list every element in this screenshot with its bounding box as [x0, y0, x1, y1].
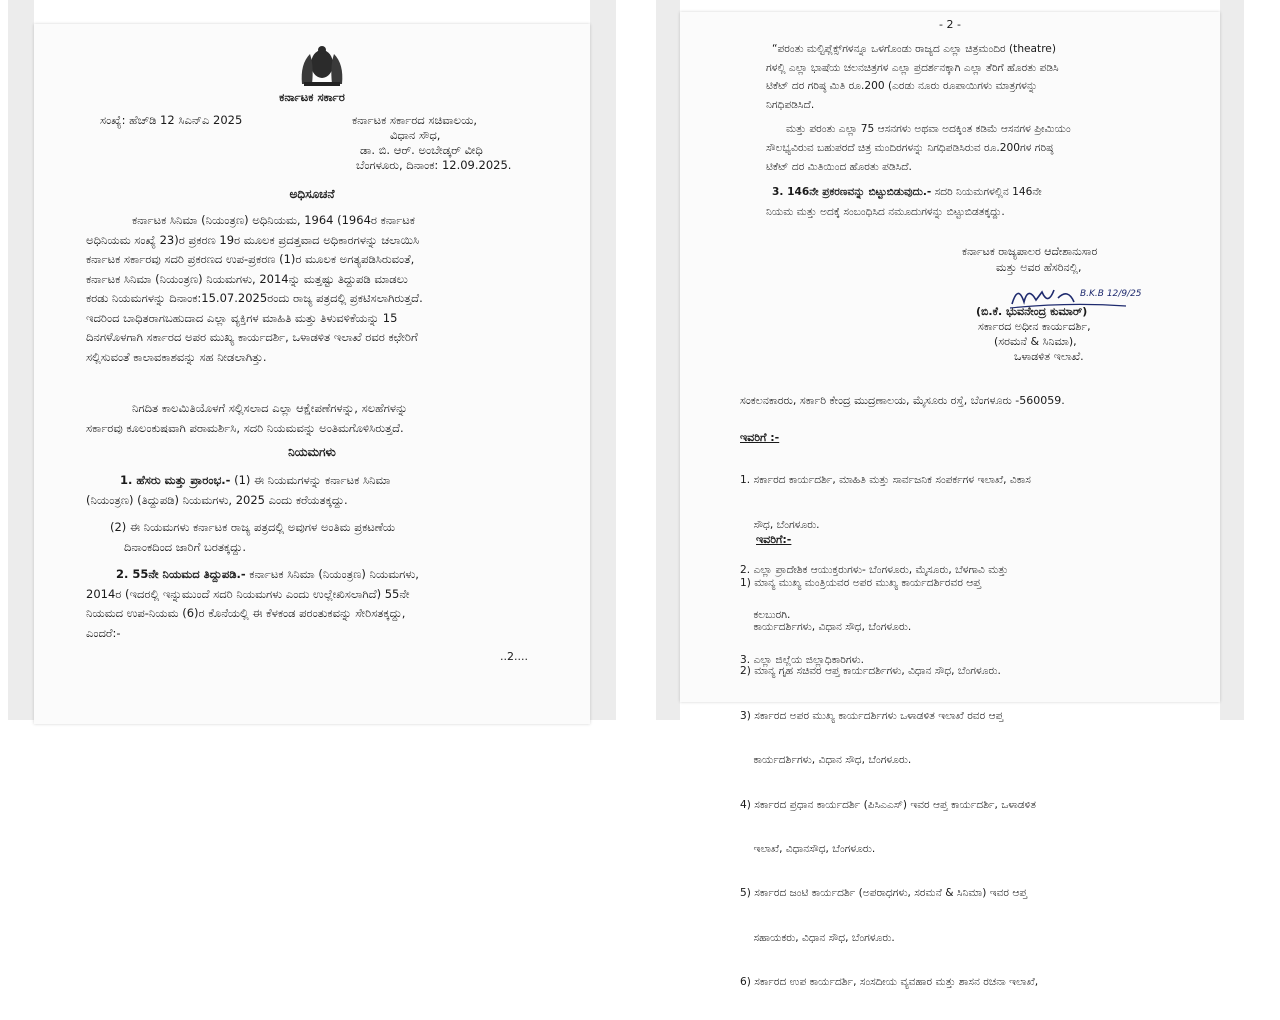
- copy-heading: ಇವರಿಗೆ:-: [756, 533, 792, 546]
- notification-paragraph-1: [86, 211, 538, 367]
- rule-1: [86, 471, 538, 510]
- compiler-line: ಸಂಕಲನಕಾರರು, ಸರ್ಕಾರಿ ಕೇಂದ್ರ ಮುದ್ರಣಾಲಯ, ಮೈಸೂರು ರಸ್ತೆ, ಬೆಂಗಳೂರು -560059.: [740, 394, 1065, 407]
- document-page-1: [34, 24, 590, 724]
- page2-right-strip: [1220, 0, 1244, 720]
- para-line: ಗಳಲ್ಲಿ ಎಲ್ಲಾ ಭಾಷೆಯ ಚಲನಚಿತ್ರಗಳ ಎಲ್ಲಾ ಪ್ರದರ್ಶನಕ್ಕಾಗಿ ಎಲ್ಲಾ ತೆರಿಗೆ ಹೊರತು ಪಡಿಸಿ: [766, 61, 1059, 74]
- para-line: ಸೌಲಭ್ಯವಿರುವ ಬಹುಪರದೆ ಚಿತ್ರ ಮಂದಿರಗಳನ್ನು ನಿಗಧಿಪಡಿಸಿರುವ ರೂ.200ಗಳ ಗರಿಷ್ಠ: [766, 142, 1054, 154]
- para-line: ನಿಗಧಿಪಡಿಸಿದೆ.: [766, 98, 815, 111]
- para-line: ಎಂದರೆ:-: [86, 625, 121, 640]
- govt-name: ಕರ್ನಾಟಕ ಸರ್ಕಾರ: [279, 90, 345, 104]
- page2-left-strip: [656, 0, 680, 720]
- notification-paragraph-2: [86, 399, 538, 438]
- address-line: ಡಾ. ಬಿ. ಆರ್. ಅಂಬೇಡ್ಕರ್ ವೀಧಿ: [360, 143, 483, 157]
- para-line: 2014ರ (ಇದರಲ್ಲಿ ಇನ್ನುಮುಂದೆ ಸದರಿ ನಿಯಮಗಳು ಎಂದು ಉಲ್ಲೇಖಿಸಲಾಗಿದೆ) 55ನೇ: [86, 586, 410, 601]
- para-line: ಕರ್ನಾಟಕ ಸರ್ಕಾರವು ಸದರಿ ಪ್ರಕರಣದ ಉಪ-ಪ್ರಕರಣ (1)ರ ಮೂಲಕ ಅಗತ್ಯಪಡಿಸಿರುವಂತೆ,: [86, 252, 415, 266]
- copy-item: 2) ಮಾನ್ಯ ಗೃಹ ಸಚಿವರ ಆಪ್ತ ಕಾರ್ಯದರ್ಶಿಗಳು, ವಿಧಾನ ಸೌಧ, ಬೆಂಗಳೂರು.: [740, 665, 1001, 678]
- signatory-name: (ಬಿ.ಕೆ. ಭುವನೇಂದ್ರ ಕುಮಾರ್): [976, 305, 1088, 318]
- recipient-item: ಸೌಧ, ಬೆಂಗಳೂರು.: [740, 519, 820, 531]
- copy-item: ಕಾರ್ಯದರ್ಶಿಗಳು, ವಿಧಾನ ಸೌಧ, ಬೆಂಗಳೂರು.: [740, 620, 912, 633]
- state-emblem-icon: [296, 44, 348, 88]
- para-line: ಕರ್ನಾಟಕ ಸಿನಿಮಾ (ನಿಯಂತ್ರಣ) ಅಧಿನಿಯಮ, 1964 (1964ರ ಕರ್ನಾಟಕ: [132, 213, 415, 227]
- copy-item: 3) ಸರ್ಕಾರದ ಅಪರ ಮುಖ್ಯ ಕಾರ್ಯದರ್ಶಿಗಳು ಒಳಾಡಳಿತ ಇಲಾಖೆ ರವರ ಆಪ್ತ: [740, 709, 1004, 722]
- para-line: ನಿಯಮ ಮತ್ತು ಅದಕ್ಕೆ ಸಂಬಂಧಿಸಿದ ನಮೂದುಗಳನ್ನು ಬಿಟ್ಟುಬಿಡತಕ್ಕದ್ದು.: [766, 206, 1005, 218]
- rule-2-title: 2. 55ನೇ ನಿಯಮದ ತಿದ್ದುಪಡಿ.-: [116, 567, 246, 581]
- para-line: ಸಲ್ಲಿಸುವಂತೆ ಕಾಲಾವಕಾಶವನ್ನು ಸಹ ನೀಡಲಾಗಿತ್ತು.: [86, 349, 267, 364]
- rule-3: [766, 182, 1180, 222]
- order-line-1: ಕರ್ನಾಟಕ ರಾಜ್ಯಪಾಲರ ಆದೇಶಾನುಸಾರ: [962, 245, 1098, 258]
- rule-1-subrule-2: [110, 518, 538, 557]
- notification-heading: ಅಧಿಸೂಚನೆ: [289, 187, 335, 201]
- para-line: ದಿನಗಳೊಳಗಾಗಿ ಸರ್ಕಾರದ ಅಪರ ಮುಖ್ಯ ಕಾರ್ಯದರ್ಶಿ, ಒಳಾಡಳಿತ ಇಲಾಖೆ ರವರ ಕಛೇರಿಗೆ: [86, 330, 418, 344]
- rule-2: [86, 565, 538, 643]
- rule-3-text: ಸದರಿ ನಿಯಮಗಳಲ್ಲಿನ 146ನೇ: [931, 186, 1042, 198]
- para-line: (ನಿಯಂತ್ರಣ) (ತಿದ್ದುಪಡಿ) ನಿಯಮಗಳು, 2025 ಎಂದು ಕರೆಯತಕ್ಕದ್ದು.: [86, 492, 348, 507]
- para-line: ಅಧಿನಿಯಮ ಸಂಖ್ಯೆ 23)ರ ಪ್ರಕರಣ 19ರ ಮೂಲಕ ಪ್ರದತ್ತವಾದ ಅಧಿಕಾರಗಳನ್ನು ಚಲಾಯಿಸಿ: [86, 232, 420, 247]
- recipient-item: 2. ಎಲ್ಲಾ ಪ್ರಾದೇಶಿಕ ಆಯುಕ್ತರುಗಳು- ಬೆಂಗಳೂರು, ಮೈಸೂರು, ಬೆಳಗಾವಿ ಮತ್ತು: [740, 564, 1009, 576]
- address-line: ವಿಧಾನ ಸೌಧ,: [390, 128, 441, 142]
- para-line: ಕರ್ನಾಟಕ ಸಿನಿಮಾ (ನಿಯಂತ್ರಣ) ನಿಯಮಗಳು, 2014ನ್ನು ಮತ್ತಷ್ಟು ತಿದ್ದುಪಡಿ ಮಾಡಲು: [86, 271, 408, 286]
- para-line: ಟಿಕೆಟ್ ದರ ಗರಿಷ್ಠ ಮಿತಿ ರೂ.200 (ಎರಡು ನೂರು ರೂಪಾಯಿಗಳು ಮಾತ್ರಗಳನ್ನು: [766, 80, 1038, 92]
- recipient-item: ಕಲಬುರಗಿ.: [740, 609, 791, 621]
- address-line: ಕರ್ನಾಟಕ ಸರ್ಕಾರದ ಸಚಿವಾಲಯ,: [352, 113, 478, 127]
- para-line: ಇದರಿಂದ ಬಾಧಿತರಾಗಬಹುದಾದ ಎಲ್ಲಾ ವ್ಯಕ್ತಿಗಳ ಮಾಹಿತಿ ಮತ್ತು ತಿಳುವಳಿಕೆಯನ್ನು 15: [86, 310, 398, 325]
- order-line-2: ಮತ್ತು ಅವರ ಹೆಸರಿನಲ್ಲಿ,: [996, 261, 1082, 274]
- page-number: - 2 -: [939, 18, 961, 31]
- middle-margin-strip: [590, 0, 616, 720]
- rule-2-text: ಕರ್ನಾಟಕ ಸಿನಿಮಾ (ನಿಯಂತ್ರಣ) ನಿಯಮಗಳು,: [245, 567, 419, 581]
- para-line: “ಪರಂತು ಮಲ್ಟಿಪ್ಲೆಕ್ಸ್‌ಗಳನ್ನೂ ಒಳಗೊಂಡು ರಾಜ್ಯದ ಎಲ್ಲಾ ಚಿತ್ರಮಂದಿರ (theatre): [772, 43, 1056, 55]
- issue-date: ಬೆಂಗಳೂರು, ದಿನಾಂಕ: 12.09.2025.: [356, 158, 512, 172]
- to-heading: ಇವರಿಗೆ :-: [740, 431, 780, 444]
- para-line: ಮತ್ತು ಪರಂತು ಎಲ್ಲಾ 75 ಆಸನಗಳು ಅಥವಾ ಅದಕ್ಕಿಂತ ಕಡಿಮೆ ಆಸನಗಳ ಪ್ರೀಮಿಯಂ: [786, 123, 1071, 135]
- rules-heading: ನಿಯಮಗಳು: [288, 445, 336, 459]
- signatory-section: (ಸರಮನೆ & ಸಿನಿಮಾ),: [994, 335, 1077, 348]
- proviso-quote: [766, 40, 1180, 114]
- document-page-2: [680, 12, 1220, 989]
- second-proviso: [766, 120, 1180, 177]
- para-line: ನಿಯಮದ ಉಪ-ನಿಯಮ (6)ರ ಕೊನೆಯಲ್ಲಿ ಈ ಕೆಳಕಂಡ ಪರಂತುಕವನ್ನು ಸೇರಿಸತಕ್ಕದ್ದು,: [86, 606, 406, 620]
- reference-number: ಸಂಖ್ಯೆ: ಹೆಚ್‌ಡಿ 12 ಸಿಎನ್‌ಎ 2025: [100, 113, 243, 127]
- copy-item: 1) ಮಾನ್ಯ ಮುಖ್ಯ ಮಂತ್ರಿಯವರ ಅಪರ ಮುಖ್ಯ ಕಾರ್ಯದರ್ಶಿರವರ ಆಪ್ತ: [740, 576, 981, 589]
- para-line: ಸರ್ಕಾರವು ಕೂಲಂಕುಷವಾಗಿ ಪರಾಮರ್ಶಿಸಿ, ಸದರಿ ನಿಯಮವನ್ನು ಅಂತಿಮಗೊಳಿಸಿರುತ್ತದೆ.: [86, 420, 404, 435]
- left-margin-strip: [8, 0, 34, 720]
- rule-1-text: (1) ಈ ನಿಯಮಗಳನ್ನು ಕರ್ನಾಟಕ ಸಿನಿಮಾ: [230, 473, 391, 487]
- para-line: ನಿಗದಿತ ಕಾಲಮಿತಿಯೊಳಗೆ ಸಲ್ಲಿಸಲಾದ ಎಲ್ಲಾ ಆಕ್ಷೇಪಣೆಗಳನ್ನು, ಸಲಹೆಗಳನ್ನು: [132, 401, 408, 415]
- copy-item: 5) ಸರ್ಕಾರದ ಜಂಟಿ ಕಾರ್ಯದರ್ಶಿ (ಅಪರಾಧಗಳು, ಸರಮನೆ & ಸಿನಿಮಾ) ಇವರ ಆಪ್ತ: [740, 887, 1028, 900]
- para-line: ಕರಡು ನಿಯಮಗಳನ್ನು ದಿನಾಂಕ:15.07.2025ರಂದು ರಾಜ್ಯ ಪತ್ರದಲ್ಲಿ ಪ್ರಕಟಿಸಲಾಗಿರುತ್ತದೆ.: [86, 291, 423, 305]
- copy-item: 4) ಸರ್ಕಾರದ ಪ್ರಧಾನ ಕಾರ್ಯದರ್ಶಿ (ಪಿಸಿಎಎಸ್) ಇವರ ಆಪ್ತ ಕಾರ್ಯದರ್ಶಿ, ಒಳಾಡಳಿತ: [740, 798, 1036, 811]
- continued-marker: ..2....: [500, 650, 528, 663]
- copy-list: [740, 546, 1038, 1020]
- recipient-item: 1. ಸರ್ಕಾರದ ಕಾರ್ಯದರ್ಶಿ, ಮಾಹಿತಿ ಮತ್ತು ಸಾರ್ವಜನಿಕ ಸಂಪರ್ಕಗಳ ಇಲಾಖೆ, ವಿಕಾಸ: [740, 474, 1031, 486]
- signature-text: B.K.B 12/9/25: [1080, 289, 1142, 299]
- rule-3-title: 3. 146ನೇ ಪ್ರಕರಣವನ್ನು ಬಿಟ್ಟುಬಿಡುವುದು.-: [772, 186, 932, 198]
- para-line: (2) ಈ ನಿಯಮಗಳು ಕರ್ನಾಟಕ ರಾಜ್ಯ ಪತ್ರದಲ್ಲಿ ಅವುಗಳ ಅಂತಿಮ ಪ್ರಕಟಣೆಯ: [110, 520, 396, 534]
- rule-1-title: 1. ಹೆಸರು ಮತ್ತು ಪ್ರಾರಂಭ.-: [120, 473, 231, 487]
- copy-item: ಇಲಾಖೆ, ವಿಧಾನಸೌಧ, ಬೆಂಗಳೂರು.: [740, 842, 876, 855]
- copy-item: 6) ಸರ್ಕಾರದ ಉಪ ಕಾರ್ಯದರ್ಶಿ, ಸಂಸದೀಯ ವ್ಯವಹಾರ ಮತ್ತು ಶಾಸನ ರಚನಾ ಇಲಾಖೆ,: [740, 976, 1039, 989]
- copy-item: ಕಾರ್ಯದರ್ಶಿಗಳು, ವಿಧಾನ ಸೌಧ, ಬೆಂಗಳೂರು.: [740, 754, 912, 767]
- recipient-item: 3. ಎಲ್ಲಾ ಜಿಲ್ಲೆಯ ಜಿಲ್ಲಾಧಿಕಾರಿಗಳು.: [740, 654, 865, 666]
- para-line: ಟಿಕೆಟ್ ದರ ಮಿತಿಯಿಂದ ಹೊರತು ಪಡಿಸಿದೆ.: [766, 161, 912, 173]
- signatory-title: ಸರ್ಕಾರದ ಅಧೀನ ಕಾರ್ಯದರ್ಶಿ,: [978, 320, 1091, 333]
- copy-item: ಸಹಾಯಕರು, ವಿಧಾನ ಸೌಧ, ಬೆಂಗಳೂರು.: [740, 931, 895, 944]
- signatory-department: ಒಳಾಡಳಿತ ಇಲಾಖೆ.: [1014, 350, 1084, 363]
- para-line: ದಿನಾಂಕದಿಂದ ಜಾರಿಗೆ ಬರತಕ್ಕದ್ದು.: [124, 539, 246, 554]
